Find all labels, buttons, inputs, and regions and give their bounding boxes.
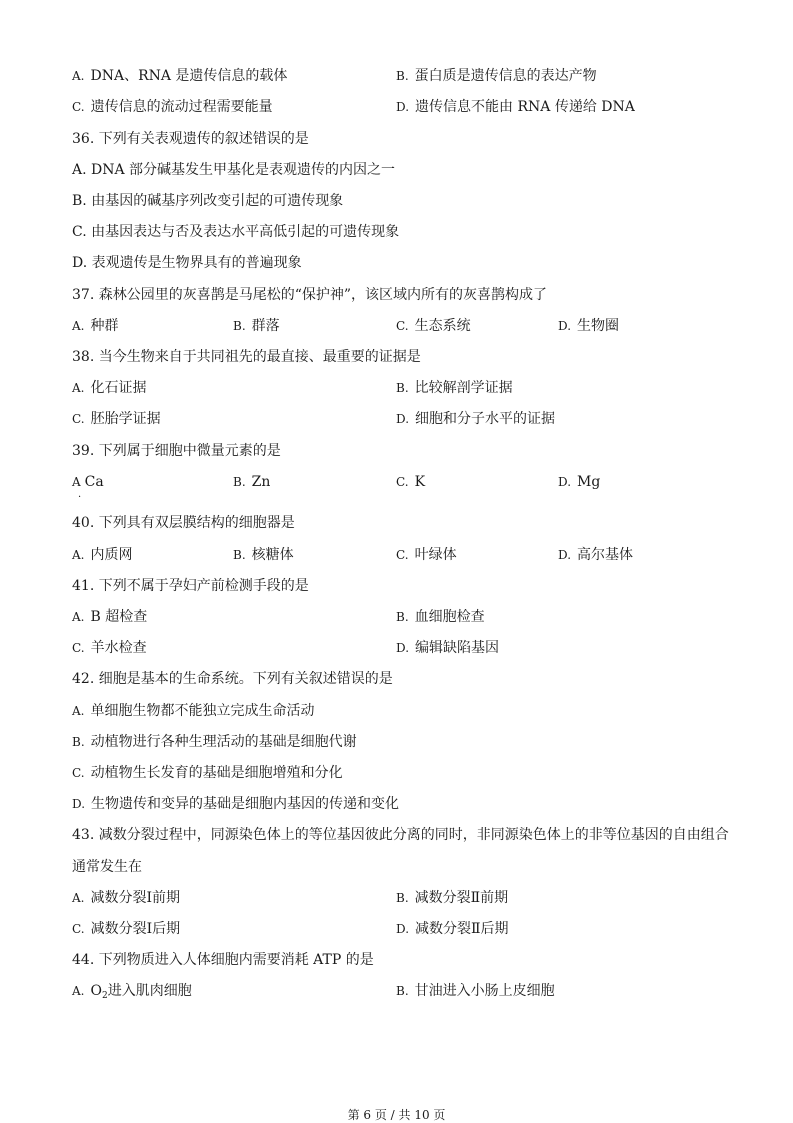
q41-option-d: D. 编辑缺陷基因	[396, 640, 500, 656]
q35-options-row-1	[0, 66, 793, 86]
q37-option-c: C. 生态系统	[396, 318, 471, 334]
q41-option-b: B. 血细胞检查	[396, 609, 485, 625]
q36-option-a: A. DNA 部分碱基发生甲基化是表观遗传的内因之一	[72, 162, 396, 178]
q40-option-a: A. 内质网	[72, 547, 133, 563]
q40-options-row	[0, 545, 793, 565]
q43-options-row-2	[0, 919, 793, 939]
q40-option-d: D. 高尔基体	[558, 547, 634, 563]
q43-option-b: B. 减数分裂Ⅱ前期	[396, 890, 509, 906]
q39-options-row	[0, 472, 793, 492]
q42-option-a: A. 单细胞生物都不能独立完成生命活动	[72, 703, 315, 719]
q36-stem: 36. 下列有关表观遗传的叙述错误的是	[72, 131, 309, 147]
q37-option-a: A. 种群	[72, 318, 119, 334]
q44-options-row	[0, 981, 793, 1001]
q36-option-c: C. 由基因表达与否及表达水平高低引起的可遗传现象	[72, 224, 400, 240]
q35-option-d: D. 遗传信息不能由 RNA 传递给 DNA	[396, 99, 635, 115]
q39-stem: 39. 下列属于细胞中微量元素的是	[72, 443, 281, 459]
q36-option-b: B. 由基因的碱基序列改变引起的可遗传现象	[72, 193, 344, 209]
q36-option-d: D. 表观遗传是生物界具有的普遍现象	[72, 255, 302, 271]
q42-option-c: C. 动植物生长发育的基础是细胞增殖和分化	[72, 765, 343, 781]
q41-stem: 41. 下列不属于孕妇产前检测手段的是	[72, 578, 309, 594]
q37-stem: 37. 森林公园里的灰喜鹊是马尾松的“保护神”，该区域内所有的灰喜鹊构成了	[72, 287, 548, 303]
q43-options-row-1	[0, 888, 793, 908]
q35-option-c: C. 遗传信息的流动过程需要能量	[72, 99, 273, 115]
q39-option-a: A Ca	[72, 474, 104, 490]
q35-option-a: A. DNA、RNA 是遗传信息的载体	[72, 68, 288, 84]
q39-option-b: B. Zn	[233, 474, 271, 490]
q43-option-c: C. 减数分裂Ⅰ后期	[72, 921, 181, 937]
q44-option-b: B. 甘油进入小肠上皮细胞	[396, 983, 555, 999]
q42-option-d: D. 生物遗传和变异的基础是细胞内基因的传递和变化	[72, 796, 400, 812]
q38-option-c: C. 胚胎学证据	[72, 411, 161, 427]
q35-option-b: B. 蛋白质是遗传信息的表达产物	[396, 68, 597, 84]
q40-option-c: C. 叶绿体	[396, 547, 457, 563]
q39-option-c: C. K	[396, 474, 426, 490]
q37-option-b: B. 群落	[233, 318, 280, 334]
q38-stem: 38. 当今生物来自于共同祖先的最直接、最重要的证据是	[72, 349, 421, 365]
q38-options-row-2	[0, 409, 793, 429]
q38-options-row-1	[0, 378, 793, 398]
q43-option-d: D. 减数分裂Ⅱ后期	[396, 921, 509, 937]
q41-options-row-2	[0, 638, 793, 658]
page-footer: 第 6 页 / 共 10 页	[347, 1108, 446, 1122]
q44-stem: 44. 下列物质进入人体细胞内需要消耗 ATP 的是	[72, 952, 374, 968]
q40-option-b: B. 核糖体	[233, 547, 294, 563]
q41-option-c: C. 羊水检查	[72, 640, 147, 656]
stray-dot: ·	[78, 492, 82, 503]
q38-option-a: A. 化石证据	[72, 380, 147, 396]
q38-option-d: D. 细胞和分子水平的证据	[396, 411, 556, 427]
q41-option-a: A. B 超检查	[72, 609, 148, 625]
q44-option-a: A. $O_2$进入肌肉细胞	[72, 983, 192, 1001]
q37-options-row	[0, 316, 793, 336]
q38-option-b: B. 比较解剖学证据	[396, 380, 513, 396]
q42-stem: 42. 细胞是基本的生命系统。下列有关叙述错误的是	[72, 671, 393, 687]
q43-stem-line-2: 通常发生在	[72, 859, 142, 875]
q41-options-row-1	[0, 607, 793, 627]
q43-stem-line-1: 43. 减数分裂过程中，同源染色体上的等位基因彼此分离的同时，非同源染色体上的非等位基因的自由组合	[72, 827, 729, 843]
q39-option-d: D. Mg	[558, 474, 601, 490]
q42-option-b: B. 动植物进行各种生理活动的基础是细胞代谢	[72, 734, 357, 750]
q37-option-d: D. 生物圈	[558, 318, 620, 334]
q40-stem: 40. 下列具有双层膜结构的细胞器是	[72, 515, 295, 531]
q43-option-a: A. 减数分裂Ⅰ前期	[72, 890, 181, 906]
q35-options-row-2	[0, 97, 793, 117]
